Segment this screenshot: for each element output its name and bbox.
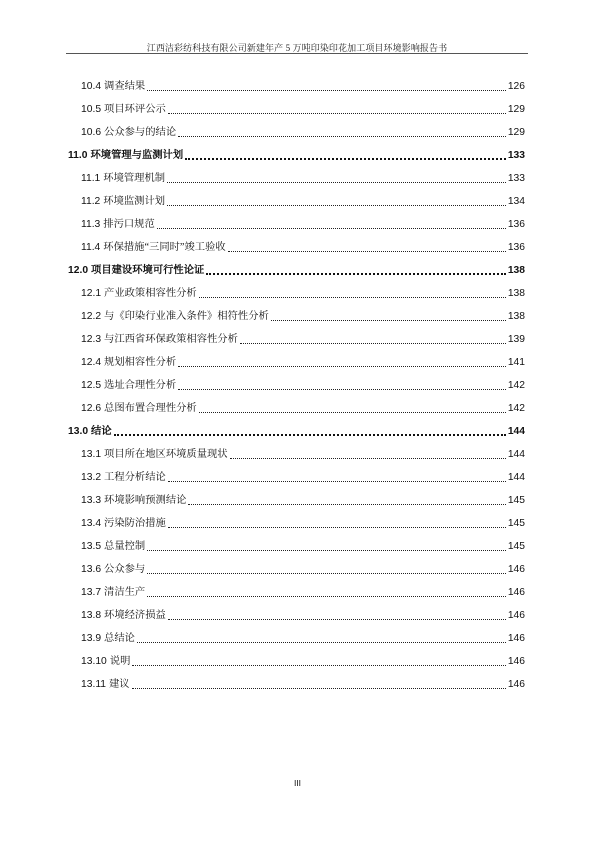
toc-entry-page: 136 (507, 219, 525, 230)
toc-entry-page: 129 (507, 127, 525, 138)
toc-entry-page: 146 (507, 679, 525, 690)
toc-entry-number: 11.4 (81, 242, 101, 253)
toc-entry-page: 133 (507, 150, 525, 161)
toc-entry-label (81, 334, 238, 347)
toc-entry[interactable] (68, 508, 525, 531)
toc-entry-number: 10.5 (81, 104, 102, 115)
toc-entry-page: 138 (507, 288, 525, 299)
toc-entry-label (81, 495, 186, 508)
toc-entry[interactable] (68, 140, 525, 163)
toc-entry[interactable] (68, 669, 525, 692)
toc-dot-leader (137, 641, 506, 643)
toc-entry-title: 规划相容性分析 (104, 357, 177, 368)
toc-entry-page: 144 (507, 472, 525, 483)
toc-entry-number: 12.2 (81, 311, 102, 322)
toc-dot-leader (167, 204, 506, 206)
toc-entry-number: 13.5 (81, 541, 102, 552)
toc-dot-leader (206, 272, 506, 275)
toc-dot-leader (228, 250, 506, 252)
toc-dot-leader (147, 572, 506, 574)
toc-dot-leader (168, 112, 506, 114)
toc-entry[interactable] (68, 163, 525, 186)
toc-entry[interactable] (68, 554, 525, 577)
toc-entry-label (81, 403, 197, 416)
toc-entry[interactable] (68, 71, 525, 94)
toc-entry[interactable] (68, 462, 525, 485)
toc-entry-title: 环境管理与监测计划 (90, 150, 184, 161)
toc-entry-page: 145 (507, 495, 525, 506)
toc-entry-number: 13.10 (81, 656, 107, 667)
toc-entry-page: 133 (507, 173, 525, 184)
toc-entry-label (68, 265, 204, 278)
toc-entry-label (81, 81, 145, 94)
toc-entry-label (81, 633, 135, 646)
toc-dot-leader (240, 342, 506, 344)
toc-entry-title: 清洁生产 (104, 587, 146, 598)
toc-entry-number: 13.0 (68, 426, 89, 437)
toc-entry-label (81, 104, 166, 117)
toc-entry-label (68, 426, 112, 439)
toc-dot-leader (168, 480, 506, 482)
toc-entry-page: 146 (507, 610, 525, 621)
toc-entry-number: 13.6 (81, 564, 102, 575)
toc-entry-label (68, 150, 183, 163)
toc-entry[interactable] (68, 485, 525, 508)
toc-entry-title: 工程分析结论 (104, 472, 166, 483)
toc-entry-number: 10.4 (81, 81, 102, 92)
toc-entry-label (81, 219, 155, 232)
toc-entry-label (81, 541, 145, 554)
toc-entry-title: 环境管理机制 (103, 173, 166, 184)
toc-entry[interactable] (68, 94, 525, 117)
toc-entry-page: 134 (507, 196, 525, 207)
toc-entry[interactable] (68, 646, 525, 669)
toc-entry-title: 项目建设环境可行性论证 (91, 265, 205, 276)
toc-entry-label (81, 449, 228, 462)
toc-entry-title: 公众参与的结论 (104, 127, 177, 138)
toc-entry-label (81, 472, 166, 485)
toc-entry-page: 144 (507, 426, 525, 437)
running-header: 江西洁彩纺科技有限公司新建年产 5 万吨印染印花加工项目环境影响报告书 (146, 43, 448, 53)
toc-entry-title: 环保措施“三同时”竣工验收 (103, 242, 226, 253)
toc-dot-leader (157, 227, 506, 229)
toc-entry-title: 总量控制 (104, 541, 146, 552)
toc-entry-number: 12.6 (81, 403, 102, 414)
toc-entry-label (81, 288, 197, 301)
toc-entry-number: 10.6 (81, 127, 102, 138)
toc-entry-title: 结论 (91, 426, 112, 437)
toc-dot-leader (199, 411, 506, 413)
toc-dot-leader (114, 433, 506, 436)
toc-entry-title: 说明 (109, 656, 131, 667)
toc-entry[interactable] (68, 255, 525, 278)
toc-entry-label (81, 587, 145, 600)
toc-entry[interactable] (68, 623, 525, 646)
toc-entry[interactable] (68, 600, 525, 623)
toc-entry[interactable] (68, 186, 525, 209)
toc-entry[interactable] (68, 531, 525, 554)
toc-entry-page: 145 (507, 518, 525, 529)
toc-entry-title: 建议 (109, 679, 130, 690)
toc-entry-number: 12.3 (81, 334, 102, 345)
toc-entry-title: 污染防治措施 (104, 518, 166, 529)
toc-entry-number: 13.4 (81, 518, 102, 529)
toc-entry-number: 13.1 (81, 449, 102, 460)
toc-entry-title: 总图布置合理性分析 (104, 403, 197, 414)
toc-entry-label (81, 357, 176, 370)
toc-dot-leader (168, 618, 506, 620)
table-of-contents (68, 71, 525, 692)
toc-entry-number: 13.8 (81, 610, 102, 621)
toc-entry-title: 选址合理性分析 (104, 380, 177, 391)
toc-dot-leader (132, 687, 506, 689)
toc-entry-number: 11.3 (81, 219, 101, 230)
toc-entry-number: 13.11 (81, 679, 107, 690)
toc-entry-title: 总结论 (104, 633, 135, 644)
toc-entry-number: 12.5 (81, 380, 102, 391)
toc-dot-leader (167, 181, 506, 183)
toc-entry-label (81, 196, 165, 209)
toc-entry-page: 142 (507, 403, 525, 414)
toc-entry-number: 12.0 (68, 265, 89, 276)
toc-entry-label (81, 564, 145, 577)
toc-dot-leader (178, 135, 506, 137)
toc-dot-leader (185, 157, 506, 160)
toc-entry-title: 与江西省环保政策相容性分析 (104, 334, 238, 345)
toc-entry-title: 产业政策相容性分析 (104, 288, 197, 299)
toc-entry-label (81, 610, 166, 623)
toc-entry-page: 146 (507, 564, 525, 575)
toc-entry-number: 11.2 (81, 196, 101, 207)
toc-dot-leader (132, 664, 505, 666)
toc-entry-title: 排污口规范 (103, 219, 155, 230)
toc-dot-leader (178, 365, 506, 367)
toc-entry-title: 与《印染行业准入条件》相符性分析 (104, 311, 269, 322)
toc-dot-leader (147, 549, 506, 551)
toc-entry-label (81, 127, 176, 140)
toc-entry[interactable] (68, 370, 525, 393)
toc-dot-leader (147, 595, 506, 597)
toc-entry-page: 146 (507, 656, 525, 667)
toc-entry-title: 项目所在地区环境质量现状 (104, 449, 228, 460)
toc-entry-title: 环境监测计划 (103, 196, 166, 207)
toc-entry[interactable] (68, 209, 525, 232)
toc-entry-label (81, 311, 269, 324)
toc-entry-number: 13.7 (81, 587, 102, 598)
toc-entry-label (81, 242, 226, 255)
toc-entry-page: 126 (507, 81, 525, 92)
toc-entry-label (81, 679, 130, 692)
toc-entry-label (81, 518, 166, 531)
toc-entry-title: 环境经济损益 (104, 610, 166, 621)
toc-entry-title: 调查结果 (104, 81, 146, 92)
toc-entry-label (81, 380, 176, 393)
toc-entry-label (81, 173, 165, 186)
toc-entry-number: 11.0 (68, 150, 88, 161)
toc-entry-page: 129 (507, 104, 525, 115)
toc-entry[interactable] (68, 232, 525, 255)
toc-entry[interactable] (68, 393, 525, 416)
page-number: III (293, 778, 302, 788)
toc-entry-title: 公众参与 (104, 564, 146, 575)
toc-entry-number: 13.9 (81, 633, 102, 644)
toc-entry-number: 12.4 (81, 357, 102, 368)
toc-entry-page: 136 (507, 242, 525, 253)
toc-entry-page: 145 (507, 541, 525, 552)
toc-entry-page: 138 (507, 311, 525, 322)
toc-entry[interactable] (68, 301, 525, 324)
toc-entry-page: 141 (507, 357, 525, 368)
toc-entry-title: 环境影响预测结论 (104, 495, 187, 506)
toc-entry[interactable] (68, 439, 525, 462)
toc-entry-label (81, 656, 130, 669)
toc-dot-leader (147, 89, 506, 91)
toc-entry-title: 项目环评公示 (104, 104, 166, 115)
toc-entry-page: 144 (507, 449, 525, 460)
toc-entry[interactable] (68, 577, 525, 600)
toc-entry-number: 13.2 (81, 472, 102, 483)
toc-entry-page: 139 (507, 334, 525, 345)
toc-entry[interactable] (68, 347, 525, 370)
toc-entry[interactable] (68, 416, 525, 439)
toc-dot-leader (271, 319, 506, 321)
toc-dot-leader (188, 503, 505, 505)
toc-entry[interactable] (68, 324, 525, 347)
toc-entry-page: 146 (507, 587, 525, 598)
toc-entry-number: 13.3 (81, 495, 102, 506)
toc-dot-leader (199, 296, 506, 298)
toc-dot-leader (168, 526, 506, 528)
toc-dot-leader (178, 388, 506, 390)
toc-entry[interactable] (68, 117, 525, 140)
toc-entry-number: 11.1 (81, 173, 101, 184)
toc-entry-number: 12.1 (81, 288, 102, 299)
toc-dot-leader (230, 457, 506, 459)
toc-entry-page: 138 (507, 265, 525, 276)
toc-entry-page: 146 (507, 633, 525, 644)
toc-entry[interactable] (68, 278, 525, 301)
header-divider (66, 53, 528, 54)
toc-entry-page: 142 (507, 380, 525, 391)
